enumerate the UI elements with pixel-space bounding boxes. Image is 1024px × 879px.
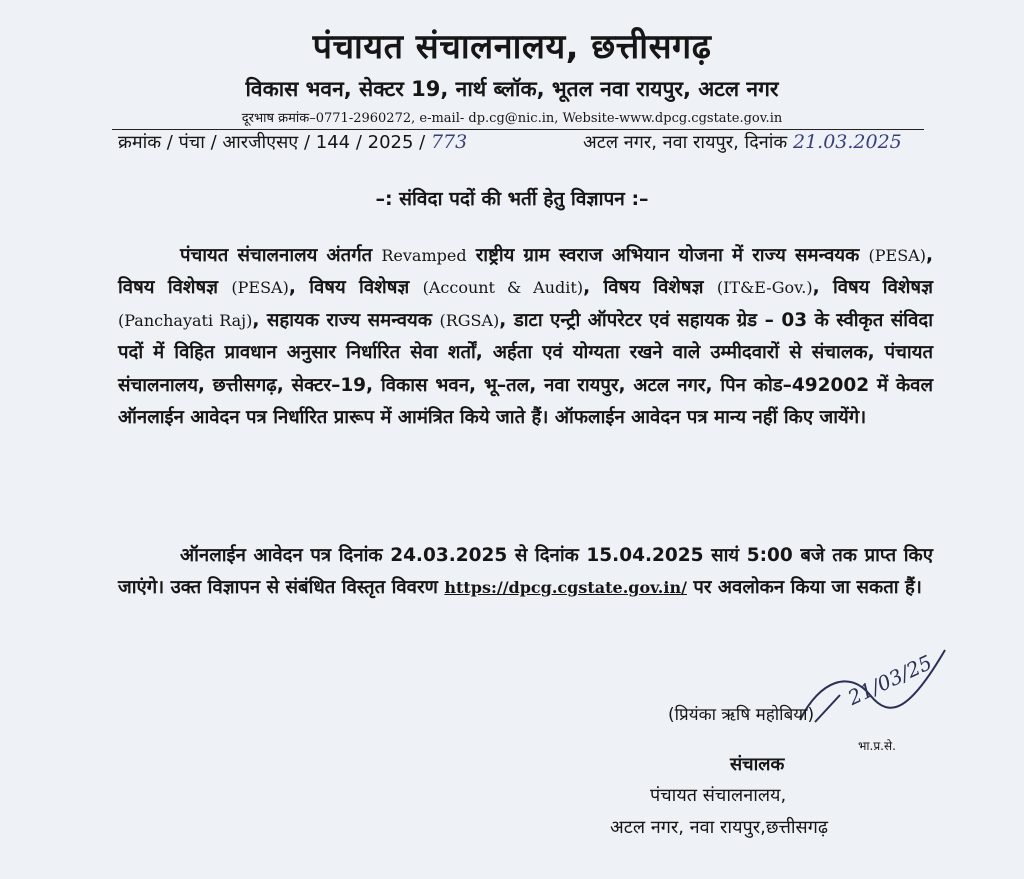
p1-text: , विषय विशेषज्ञ xyxy=(288,277,410,299)
p1-en: (PESA) xyxy=(231,278,289,298)
p1-en: (Account & Audit) xyxy=(422,278,584,298)
website-link[interactable]: https://dpcg.cgstate.gov.in/ xyxy=(444,578,687,598)
place-date-label: अटल नगर, नवा रायपुर, दिनांक xyxy=(583,132,788,153)
office-address: विकास भवन, सेक्टर 19, नार्थ ब्लॉक, भूतल नवा रायपुर, अटल नगर xyxy=(245,77,779,101)
p1-en: Revamped xyxy=(381,246,467,265)
signatory-role: संचालक xyxy=(730,754,785,775)
p1-text: पंचायत संचालनालय अंतर्गत xyxy=(180,245,373,266)
paragraph-1 xyxy=(118,240,933,434)
p1-text: , सहायक राज्य समन्वयक xyxy=(252,309,432,331)
paragraph-2 xyxy=(118,540,933,605)
p1-text: , विषय विशेषज्ञ xyxy=(583,277,704,299)
p1-text: , विषय विशेषज्ञ xyxy=(812,277,933,299)
reference-handwritten-number: 773 xyxy=(430,131,468,153)
p1-en: (Panchayati Raj) xyxy=(118,310,253,330)
office-title: पंचायत संचालनालय, छत्तीसगढ़ xyxy=(312,27,712,67)
reference-number xyxy=(118,130,467,154)
p1-en: (RGSA) xyxy=(439,310,500,330)
p2-text: ऑनलाईन आवेदन पत्र दिनांक 24.03.2025 से दिनांक 15.04.2025 सायं 5:00 बजे तक प्राप्त किए जाएंगे। उक्त विज्ञापन से संबंधित विस्तृत विवरण xyxy=(118,545,933,599)
signatory-office: पंचायत संचालनालय, xyxy=(650,785,787,806)
signatory-name: (प्रियंका ऋषि महोबिया) xyxy=(668,705,815,725)
signature-date: 21/03/25 xyxy=(844,650,936,710)
handwritten-date: 21.03.2025 xyxy=(792,131,902,153)
p1-text: , विषय विशेषज्ञ xyxy=(118,245,934,299)
office-contact: दूरभाष क्रमांक–0771-2960272, e-mail- dp.cg@nic.in, Website-www.dpcg.cgstate.gov.in xyxy=(241,111,783,126)
p1-en: (IT&E-Gov.) xyxy=(716,278,813,298)
subject-heading: –: संविदा पदों की भर्ती हेतु विज्ञापन :– xyxy=(375,188,649,210)
reference-place-date xyxy=(583,130,902,154)
reference-prefix: क्रमांक / पंचा / आरजीएसए / 144 / 2025 / xyxy=(118,132,426,153)
p2-text: पर अवलोकन किया जा सकता हैं। xyxy=(693,577,922,599)
signatory-location: अटल नगर, नवा रायपुर,छत्तीसगढ़ xyxy=(610,817,828,838)
p1-en: (PESA) xyxy=(868,246,926,265)
p1-text: , डाटा एन्ट्री ऑपरेटर एवं सहायक ग्रेड – 03 के स्वीकृत संविदा पदों में विहित प्रावधान अनुसार निर्धारित सेवा शर्तों, अर्हता एवं योग्यता रखने वाले उम्मीदवारों से संचालक, पंचायत संचालनालय, छत्तीसगढ़, सेक्टर–19, विकास भवन, भू–तल, नवा रायपुर, अटल नगर, पिन कोड–492002 में केवल ऑनलाईन आवेदन पत्र निर्धारित प्रारूप में आमंत्रित किये जाते हैं। ऑफलाईन आवेदन पत्र मान्य नहीं किए जायेंगे। xyxy=(118,309,934,429)
signatory-designation: भा.प्र.से. xyxy=(858,739,896,753)
p1-text: राष्ट्रीय ग्राम स्वराज अभियान योजना में राज्य समन्वयक xyxy=(475,245,860,266)
